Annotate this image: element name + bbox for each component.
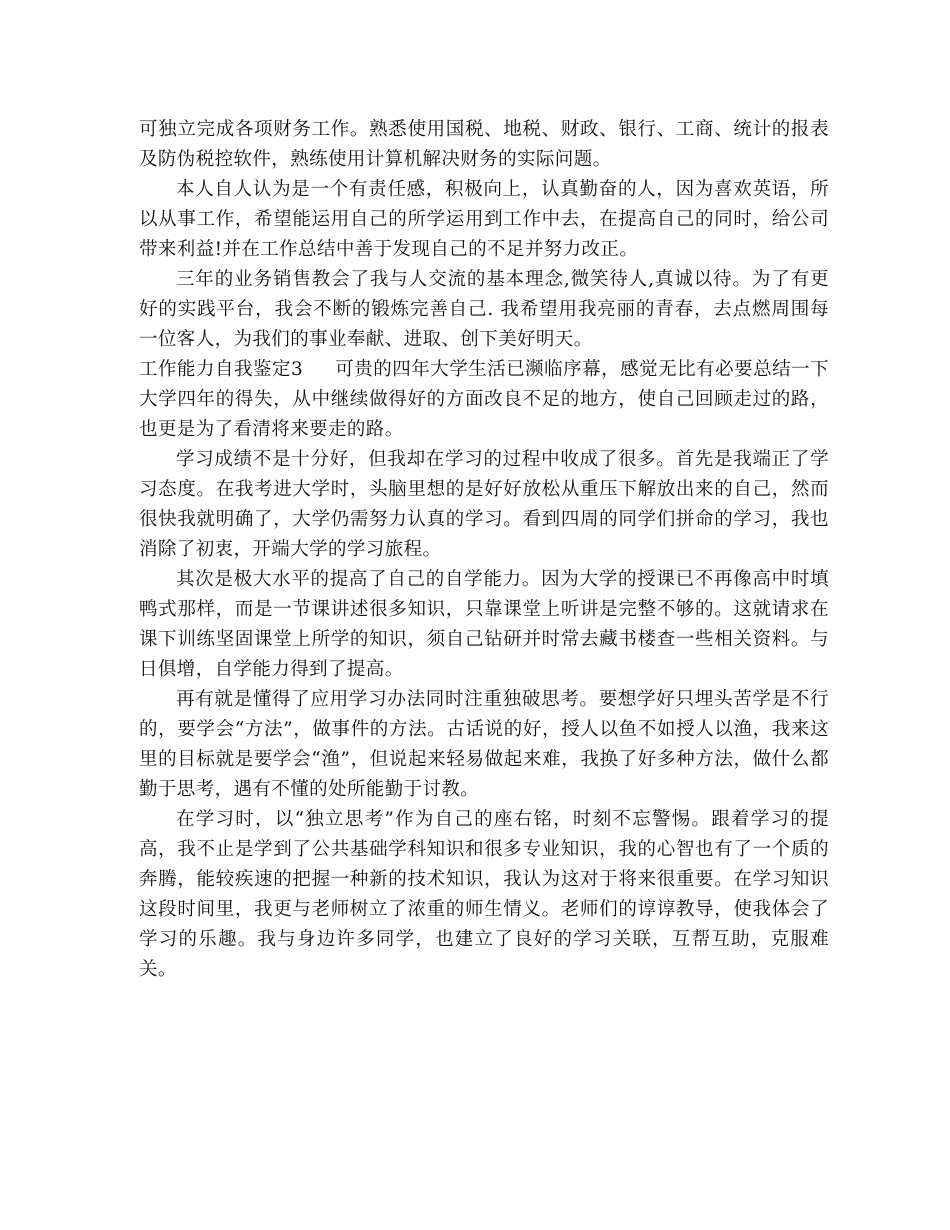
paragraph: 可独立完成各项财务工作。熟悉使用国税、地税、财政、银行、工商、统计的报表及防伪税控软件，熟练使用计算机解决财务的实际问题。	[139, 119, 829, 170]
document-body	[139, 115, 829, 985]
section-paragraph	[139, 355, 829, 445]
paragraph: 在学习时，以“独立思考”作为自己的座右铭，时刻不忘警惕。跟着学习的提高，我不止是学到了公共基础学科知识和很多专业知识，我的心智也有了一个质的奔腾，能较疾速的把握一种新的技术知识，我认为这对于将来很重要。在学习知识这段时间里，我更与老师树立了浓重的师生情义。老师们的谆谆教导，使我体会了学习的乐趣。我与身边许多同学，也建立了良好的学习关联，互帮互助，克服难关。	[139, 809, 829, 980]
paragraph: 本人自人认为是一个有责任感，积极向上，认真勤奋的人，因为喜欢英语，所以从事工作，希望能运用自己的所学运用到工作中去，在提高自己的同时，给公司带来利益!并在工作总结中善于发现自己的不足并努力改正。	[139, 179, 829, 260]
section-first-paragraph-text: 可贵的四年大学生活已濒临序幕，感觉无比有必要总结一下大学四年的得失，从中继续做得好的方面改良不足的地方，使自己回顾走过的路，也更是为了看清将来要走的路。	[139, 359, 830, 440]
paragraph: 再有就是懂得了应用学习办法同时注重独破思考。要想学好只埋头苦学是不行的，要学会“方法”，做事件的方法。古话说的好，授人以鱼不如授人以渔，我来这里的目标就是要学会“渔”，但说起来轻易做起来难，我换了好多种方法，做什么都勤于思考，遇有不懂的处所能勤于讨教。	[139, 689, 829, 800]
paragraph: 三年的业务销售教会了我与人交流的基本理念,微笑待人,真诚以待。为了有更好的实践平台，我会不断的锻炼完善自己. 我希望用我亮丽的青春，去点燃周围每一位客人，为我们的事业奉献、进取、创下美好明天。	[139, 269, 829, 350]
paragraph: 学习成绩不是十分好，但我却在学习的过程中收成了很多。首先是我端正了学习态度。在我考进大学时，头脑里想的是好好放松从重压下解放出来的自己，然而很快我就明确了，大学仍需努力认真的学习。看到四周的同学们拼命的学习，我也消除了初衷，开端大学的学习旅程。	[139, 449, 829, 560]
section-heading: 工作能力自我鉴定3	[139, 359, 304, 380]
paragraph: 其次是极大水平的提高了自己的自学能力。因为大学的授课已不再像高中时填鸭式那样，而是一节课讲述很多知识，只靠课堂上听讲是完整不够的。这就请求在课下训练坚固课堂上所学的知识，须自己钻研并时常去藏书楼查一些相关资料。与日俱增，自学能力得到了提高。	[139, 569, 829, 680]
